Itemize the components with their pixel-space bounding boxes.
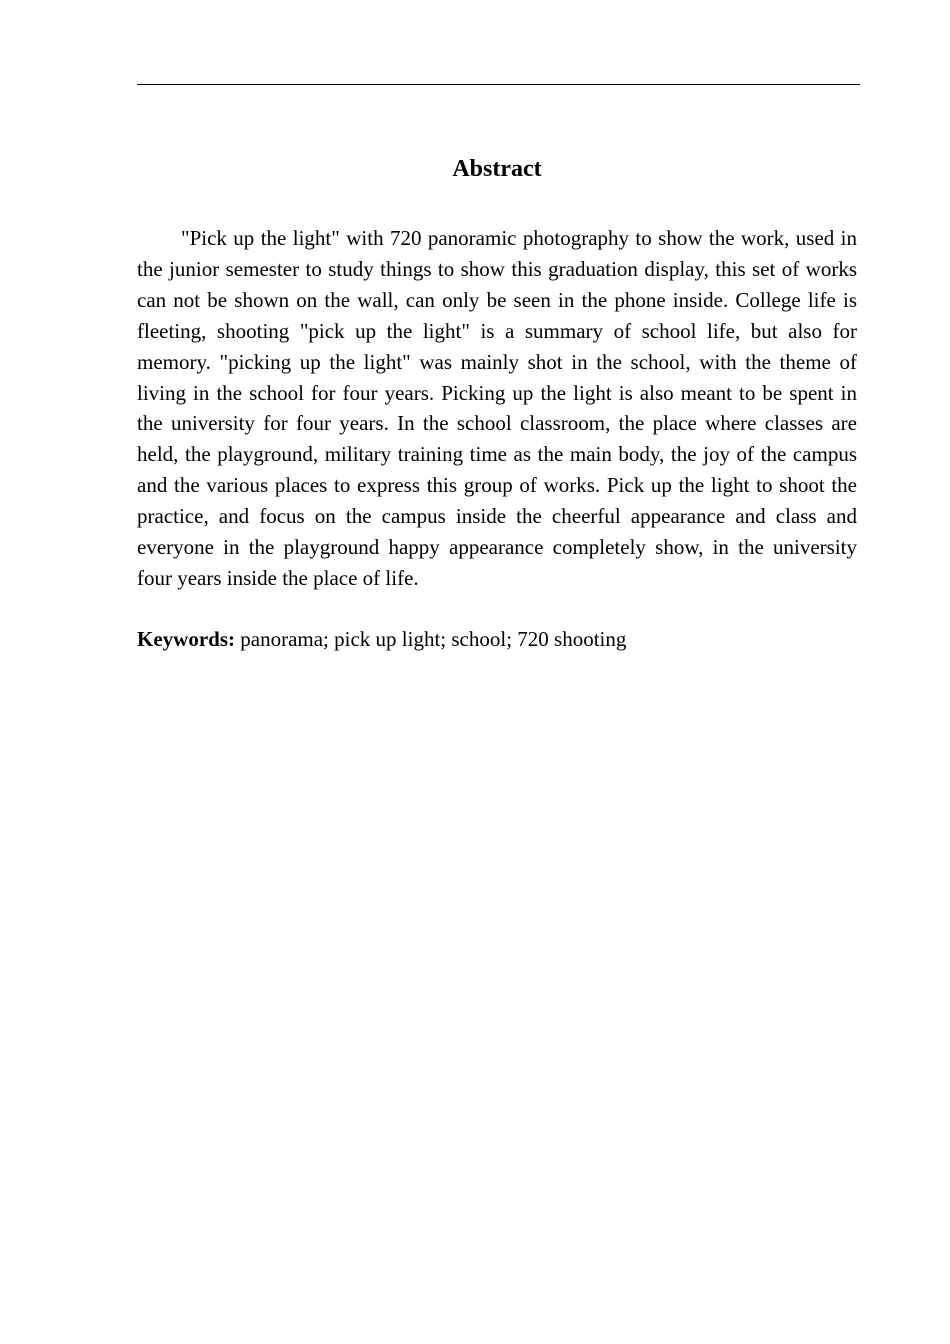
keywords-line [137, 624, 857, 654]
page-title: Abstract [452, 156, 542, 182]
keywords-label: Keywords: [137, 627, 235, 651]
keywords-text: panorama; pick up light; school; 720 shooting [235, 627, 627, 651]
header-rule [137, 84, 860, 85]
abstract-body: "Pick up the light" with 720 panoramic photography to show the work, used in the junior semester to study things to show this graduation display, this set of works can not be shown on the wall, can only be seen in the phone inside. College life is fleeting, shooting "pick up the light" is a summary of school life, but also for memory. "picking up the light" was mainly shot in the school, with the theme of living in the school for four years. Picking up the light is also meant to be spent in the university for four years. In the school classroom, the place where classes are held, the playground, military training time as the main body, the joy of the campus and the various places to express this group of works. Pick up the light to shoot the practice, and focus on the campus inside the cheerful appearance and class and everyone in the playground happy appearance completely show, in the university four years inside the place of life. [137, 226, 857, 590]
